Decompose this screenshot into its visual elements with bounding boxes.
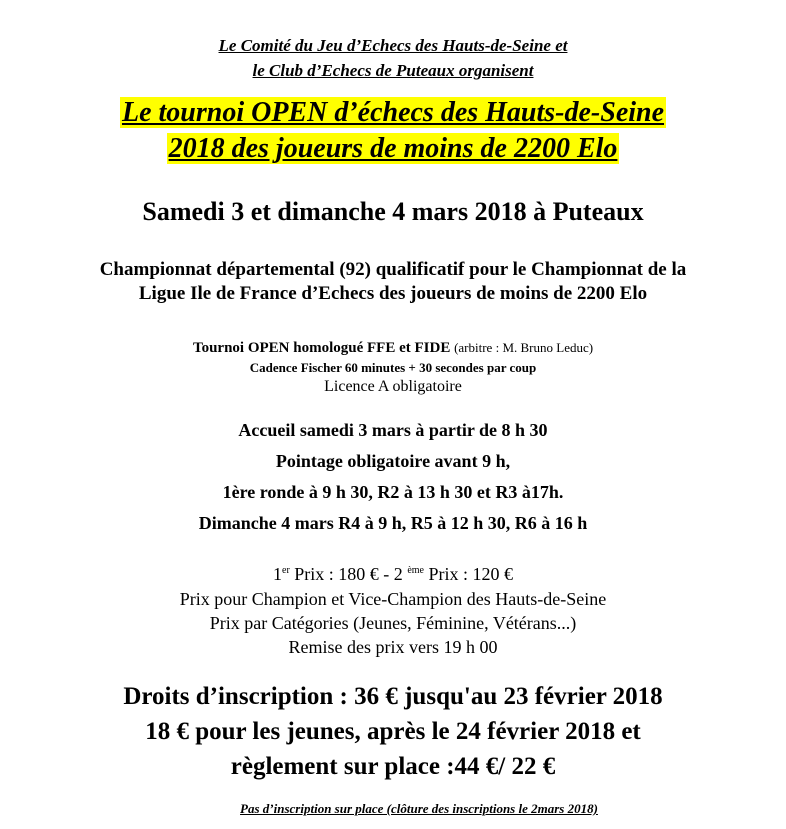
schedule-line-2: Pointage obligatoire avant 9 h, xyxy=(275,451,511,471)
first-prize-text: Prix : 180 € - 2 xyxy=(289,564,408,584)
second-prize-text: Prix : 120 € xyxy=(423,564,513,584)
closing-note: Pas d’inscription sur place (clôture des inscriptions le 2mars 2018) xyxy=(240,801,598,816)
fees-line-1: Droits d’inscription : 36 € jusqu'au 23 février 2018 xyxy=(123,683,663,710)
fees-line-3: règlement sur place :44 €/ 22 € xyxy=(230,753,556,780)
arbiter-text: (arbitre : M. Bruno Leduc) xyxy=(454,340,594,355)
schedule-line-1: Accueil samedi 3 mars à partir de 8 h 30 xyxy=(238,420,548,440)
title-highlight-1: Le tournoi OPEN d’échecs des Hauts-de-Seine xyxy=(121,97,665,128)
prize-line-4: Remise des prix vers 19 h 00 xyxy=(288,637,498,657)
first-prize-sup: er xyxy=(282,565,290,576)
organizers-line-2: le Club d’Echecs de Puteaux organisent xyxy=(252,61,534,80)
championship-line-2: Ligue Ile de France d’Echecs des joueurs de moins de 2200 Elo xyxy=(138,283,648,304)
championship-line-1: Championnat départemental (92) qualificatif pour le Championnat de la xyxy=(99,259,687,280)
prize-line-2: Prix pour Champion et Vice-Champion des Hauts-de-Seine xyxy=(179,589,607,609)
title-highlight-2: 2018 des joueurs de moins de 2200 Elo xyxy=(168,133,618,164)
prize-line-3: Prix par Catégories (Jeunes, Féminine, Vétérans...) xyxy=(209,613,577,633)
fees-line-2: 18 € pour les jeunes, après le 24 février 2018 et xyxy=(145,718,641,745)
first-prize-num: 1 xyxy=(273,564,283,584)
tournament-title-line-2 xyxy=(0,133,786,165)
homologation-line xyxy=(0,340,786,357)
homologation-text: Tournoi OPEN homologué FFE et FIDE xyxy=(192,340,451,356)
organizers-line-1: Le Comité du Jeu d’Echecs des Hauts-de-Seine et xyxy=(218,36,568,55)
cadence-line: Cadence Fischer 60 minutes + 30 secondes par coup xyxy=(249,360,537,375)
second-prize-sup: ème xyxy=(407,565,424,576)
licence-line: Licence A obligatoire xyxy=(324,378,462,395)
prize-line-1 xyxy=(0,564,786,585)
tournament-title-line-1 xyxy=(0,97,786,129)
schedule-line-4: Dimanche 4 mars R4 à 9 h, R5 à 12 h 30, R6 à 16 h xyxy=(198,513,588,533)
event-dates: Samedi 3 et dimanche 4 mars 2018 à Puteaux xyxy=(142,197,644,226)
schedule-line-3: 1ère ronde à 9 h 30, R2 à 13 h 30 et R3 à17h. xyxy=(222,482,564,502)
